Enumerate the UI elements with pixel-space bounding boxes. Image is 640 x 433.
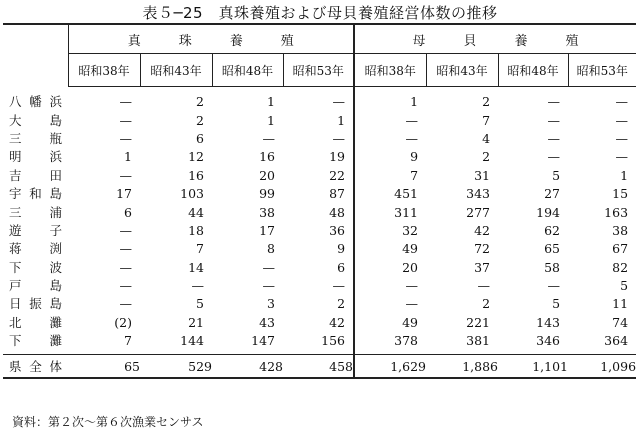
table-body <box>3 87 636 355</box>
table-cell: 21 <box>188 314 204 330</box>
year-header: 昭和43年 <box>140 54 212 87</box>
table-title: 表５─25 真珠養殖および母貝養殖経営体数の推移 <box>142 4 498 22</box>
table-cell: 9 <box>354 148 426 166</box>
table-cell: — <box>119 167 132 183</box>
table-cell: 49 <box>354 240 426 258</box>
row-label: 三浦 <box>9 204 62 220</box>
row-label: 遊子 <box>9 222 62 238</box>
table-cell: — <box>477 278 491 294</box>
table-cell: 2 <box>482 296 491 312</box>
year-header: 昭和48年 <box>212 54 283 87</box>
table-cell: 67 <box>612 241 629 257</box>
table-row <box>3 111 636 129</box>
table-cell: 15 <box>612 186 629 202</box>
table-cell: 156 <box>321 333 346 349</box>
table-cell: 11 <box>612 296 629 312</box>
table-cell: 1 <box>124 149 132 165</box>
total-cell: 1,096 <box>568 355 636 379</box>
table-cell: 163 <box>604 204 629 220</box>
table-cell: — <box>354 277 426 295</box>
total-cell: 529 <box>140 355 212 379</box>
table-cell: — <box>262 259 275 275</box>
row-label: 吉田 <box>9 167 62 183</box>
table-cell: — <box>332 94 346 110</box>
table-cell: 38 <box>259 204 275 220</box>
table-cell: 74 <box>612 314 629 330</box>
table-row <box>3 87 636 112</box>
table-cell: 8 <box>267 241 275 257</box>
table-cell: 17 <box>116 186 132 202</box>
table-cell: — <box>119 112 132 128</box>
table-cell: — <box>547 112 561 128</box>
table-cell: — <box>119 278 132 294</box>
total-label: 県全体 <box>3 355 68 379</box>
table-row <box>3 148 636 166</box>
table-row <box>3 167 636 185</box>
table-row <box>3 295 636 313</box>
table-cell: 44 <box>188 204 204 220</box>
row-label: 下波 <box>9 259 62 275</box>
table-cell: — <box>332 130 346 146</box>
table-row <box>3 222 636 240</box>
table-cell: — <box>119 259 132 275</box>
table-cell: 277 <box>466 204 491 220</box>
table-cell: 27 <box>544 186 561 202</box>
table-cell: — <box>119 222 132 238</box>
table-cell: 18 <box>188 222 204 238</box>
table-cell: 2 <box>196 112 204 128</box>
total-row <box>3 355 636 379</box>
total-cell: 1,886 <box>426 355 498 379</box>
table-cell: 4 <box>482 130 491 146</box>
table-cell: 38 <box>612 222 629 238</box>
row-label: 明浜 <box>9 149 62 165</box>
table-cell: — <box>191 278 204 294</box>
table-cell: 16 <box>188 167 204 183</box>
table-cell: 5 <box>620 278 629 294</box>
row-label: 蒋渕 <box>9 241 62 257</box>
table-cell: 17 <box>259 222 275 238</box>
table-cell: — <box>615 149 629 165</box>
table-cell: — <box>615 112 629 128</box>
table-cell: 6 <box>196 130 204 146</box>
table-cell: 32 <box>354 222 426 240</box>
table-cell: 194 <box>536 204 561 220</box>
table-cell: 381 <box>466 333 491 349</box>
table-cell: 14 <box>188 259 204 275</box>
table-cell: (2) <box>114 314 132 330</box>
table-cell: 72 <box>474 241 491 257</box>
table-cell: 3 <box>267 296 275 312</box>
table-cell: 1 <box>620 167 629 183</box>
table-row <box>3 203 636 221</box>
table-cell: 5 <box>196 296 204 312</box>
table-cell: — <box>262 130 275 146</box>
table-cell: — <box>547 278 561 294</box>
corner-cell <box>3 24 68 87</box>
table-row <box>3 277 636 295</box>
table-cell: — <box>547 94 561 110</box>
data-table <box>3 23 636 379</box>
row-label: 戸島 <box>9 278 62 294</box>
table-cell: 82 <box>612 259 629 275</box>
table-cell: 42 <box>474 222 491 238</box>
table-row <box>3 185 636 203</box>
table-cell: — <box>119 296 132 312</box>
table-cell: 311 <box>354 203 426 221</box>
total-cell: 428 <box>212 355 283 379</box>
table-cell: 103 <box>180 186 204 202</box>
table-cell: — <box>354 130 426 148</box>
table-cell: 2 <box>196 94 204 110</box>
table-cell: 20 <box>259 167 275 183</box>
table-cell: 147 <box>251 333 275 349</box>
table-cell: 7 <box>124 333 132 349</box>
table-cell: — <box>119 130 132 146</box>
table-cell: 1 <box>354 87 426 112</box>
table-cell: 2 <box>337 296 346 312</box>
year-header: 昭和53年 <box>568 54 636 87</box>
year-header: 昭和38年 <box>354 54 426 87</box>
table-cell: 7 <box>196 241 204 257</box>
table-cell: 346 <box>536 333 561 349</box>
table-cell: — <box>262 278 275 294</box>
source-note: 資料：第２次～第６次漁業センサス <box>12 415 204 429</box>
total-cell: 1,101 <box>498 355 568 379</box>
row-label: 日振島 <box>9 296 62 312</box>
year-header: 昭和48年 <box>498 54 568 87</box>
table-cell: 7 <box>354 167 426 185</box>
row-label: 宇和島 <box>9 186 62 202</box>
year-header: 昭和38年 <box>68 54 140 87</box>
table-cell: — <box>615 130 629 146</box>
table-cell: 6 <box>337 259 346 275</box>
table-cell: 65 <box>544 241 561 257</box>
table-cell: — <box>547 149 561 165</box>
table-cell: 343 <box>466 186 491 202</box>
table-cell: — <box>332 278 346 294</box>
table-cell: — <box>119 94 132 110</box>
table-cell: — <box>547 130 561 146</box>
table-cell: 62 <box>544 222 561 238</box>
table-cell: 6 <box>124 204 132 220</box>
year-header: 昭和43年 <box>426 54 498 87</box>
table-cell: 20 <box>354 259 426 277</box>
year-header: 昭和53年 <box>283 54 354 87</box>
table-row <box>3 314 636 332</box>
row-label: 三瓶 <box>9 130 62 146</box>
table-cell: 5 <box>552 167 561 183</box>
table-cell: 1 <box>267 94 275 110</box>
table-cell: 48 <box>329 204 346 220</box>
total-cell: 458 <box>283 355 354 379</box>
table-cell: 49 <box>354 314 426 332</box>
table-cell: 87 <box>329 186 346 202</box>
table-cell: 364 <box>604 333 629 349</box>
table-row <box>3 130 636 148</box>
table-cell: 42 <box>329 314 346 330</box>
table-cell: 16 <box>259 149 275 165</box>
group-header-mother-shell: 母貝養殖 <box>354 24 636 54</box>
table-cell: 36 <box>329 222 346 238</box>
table-cell: 58 <box>544 259 561 275</box>
table-cell: 99 <box>259 186 275 202</box>
table-cell: 31 <box>474 167 491 183</box>
table-row <box>3 332 636 355</box>
table-cell: 144 <box>180 333 204 349</box>
table-cell: — <box>615 94 629 110</box>
table-cell: 7 <box>482 112 491 128</box>
table-cell: 22 <box>329 167 346 183</box>
table-cell: — <box>354 295 426 313</box>
row-label: 八幡浜 <box>9 93 62 109</box>
table-cell: — <box>354 111 426 129</box>
total-cell: 65 <box>68 355 140 379</box>
table-row <box>3 259 636 277</box>
table-cell: 451 <box>354 185 426 203</box>
table-cell: 1 <box>267 112 275 128</box>
table-cell: 12 <box>188 149 204 165</box>
table-cell: 2 <box>482 149 491 165</box>
row-label: 北灘 <box>9 314 62 330</box>
group-header-pearl: 真珠養殖 <box>68 24 354 54</box>
table-cell: 2 <box>482 94 491 110</box>
table-row <box>3 240 636 258</box>
table-cell: 378 <box>354 332 426 355</box>
table-cell: 37 <box>474 259 491 275</box>
total-cell: 1,629 <box>354 355 426 379</box>
row-label: 大島 <box>9 112 62 128</box>
table-cell: 1 <box>337 112 346 128</box>
table-cell: 43 <box>259 314 275 330</box>
table-cell: 9 <box>337 241 346 257</box>
row-label: 下灘 <box>9 333 62 349</box>
table-cell: 5 <box>552 296 561 312</box>
table-cell: — <box>119 241 132 257</box>
table-cell: 221 <box>466 314 491 330</box>
table-cell: 19 <box>329 149 346 165</box>
table-cell: 143 <box>536 314 561 330</box>
